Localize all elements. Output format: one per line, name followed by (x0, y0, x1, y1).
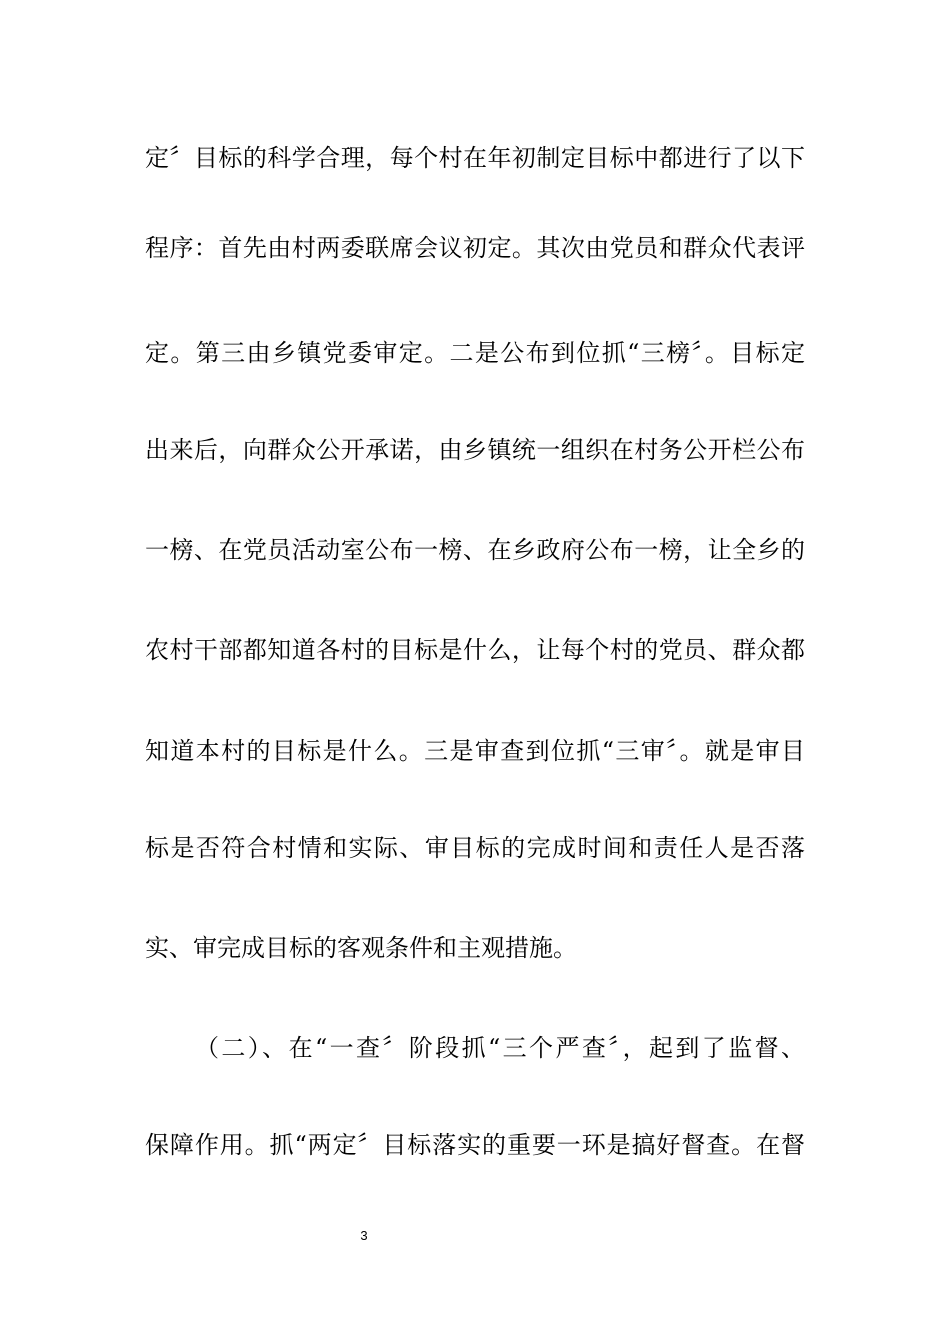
text-line-11: 保障作用。抓“两定〞目标落实的重要一环是搞好督查。在督 (145, 1131, 805, 1159)
text-line-7: 知道本村的目标是什么。三是审查到位抓“三审〞。就是审目 (145, 737, 805, 765)
text-line-3: 定。第三由乡镇党委审定。二是公布到位抓“三榜〞。目标定 (145, 339, 805, 367)
text-line-4: 出来后，向群众公开承诺，由乡镇统一组织在村务公开栏公布 (145, 436, 805, 464)
text-line-2: 程序：首先由村两委联席会议初定。其次由党员和群众代表评 (145, 234, 805, 262)
text-line-9: 实、审完成目标的客观条件和主观措施。 (145, 934, 577, 962)
text-line-5: 一榜、在党员活动室公布一榜、在乡政府公布一榜，让全乡的 (145, 536, 805, 564)
text-line-10: （二）、在“一查〞阶段抓“三个严查〞，起到了监督、 (195, 1034, 805, 1062)
text-line-6: 农村干部都知道各村的目标是什么，让每个村的党员、群众都 (145, 636, 805, 664)
page-number: 3 (360, 1228, 368, 1243)
text-line-1: 定〞目标的科学合理，每个村在年初制定目标中都进行了以下 (145, 144, 805, 172)
text-line-8: 标是否符合村情和实际、审目标的完成时间和责任人是否落 (145, 834, 805, 862)
